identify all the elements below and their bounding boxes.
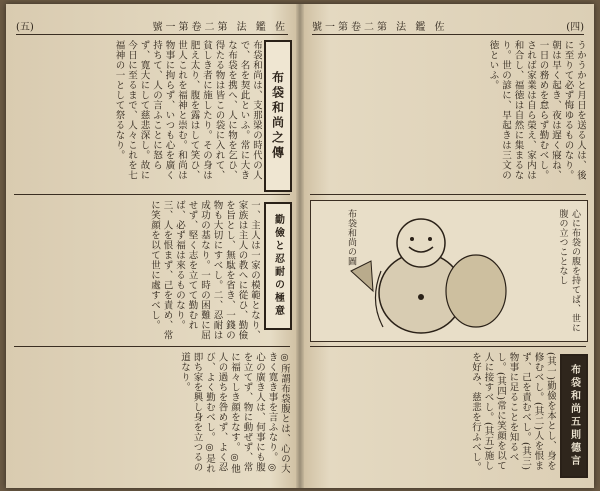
right-page-number: (四) [566,21,584,33]
right-divider-2 [310,346,586,347]
left-box-2: 勤儉と忍耐の極意 [264,202,292,330]
right-title-box: 布袋和尚五則德言 [560,354,588,478]
left-header-title: 號一第卷二第 法 鑑 佐 [152,21,288,33]
right-page [302,4,594,488]
left-divider-2 [14,346,290,347]
right-header-title: 號一第卷二第 法 鑑 佐 [312,21,448,33]
left-title-box: 布袋和尚之傳 [264,40,292,192]
left-page [6,4,298,488]
left-divider-1 [14,194,290,195]
left-page-number: (五) [16,21,34,33]
illus-caption: 布袋和尚の圖 [346,209,356,266]
hotei-illustration [310,200,588,342]
right-bottom-text: (其一)勤儉を本とし、身を修むべし。(其二)人を恨まず、己を責むべし。(其三)物事に足ることを知るべし。(其四)常に笑顔を以て人に接すべし。(其五)施しを好み、慈悲を行ふべし。 [470,352,556,472]
right-top-text: うかうかと月日を送る人は、後に至りて必ず悔ゆるものなり。朝は早く起き、夜は遅く寢ね、一日の務めを怠らず勤むべし。されば家業は自ら榮え、家内は和合し、福徳は自然に集まるなり。世の諺に、早起きは三文の徳といふ。 [487,40,586,180]
left-top-text: 布袋和尚は、支那梁の時代の人で、名を契此といふ。常に大きな布袋を携へ、人に物を乞ひ、得たる物は皆この袋に入れて、貧しき者に施したり。その身は肥え太り、腹を露はして笑ひ、世人これを福神と崇む。和尚は物事に拘らず、いつも心を廣く持ちて、人の言ふことに怒らず、寛大にして慈悲深し。故に今日に至るまで、人々これを七福神の一として祭るなり。 [113,40,262,180]
left-header [16,16,288,35]
illus-verse: 心に布袋の腹を持てば、世に腹の立つことなし [557,209,580,333]
left-middle-text: 一、主人は一家の模範となり、家族は主人の教へに從ひ、勤儉を旨とし、無駄を省き、一錢の物も大切にすべし。二、忍耐は成功の基なり。一時の困難に屈せず、堅く志を立てて勤むれば、必ず福は來るものなり。三、人を恨まず、己を責め、常に笑顔を以て世に處すべし。 [149,200,260,340]
right-divider-1 [310,194,586,195]
right-header [312,16,584,35]
left-bottom-text: ◎所謂布袋腹とは、心の大きく寛き事を言ふなり。◎心の廣き人は、何事にも腹を立てず、物に動ぜず、常に福々しき顔をなす。◎他人の過ちを咎めず、よく忍び、よく勤むべし。◎是れ即ち家を興し身を立つるの道なり。 [179,352,290,474]
book-spread [6,4,594,488]
